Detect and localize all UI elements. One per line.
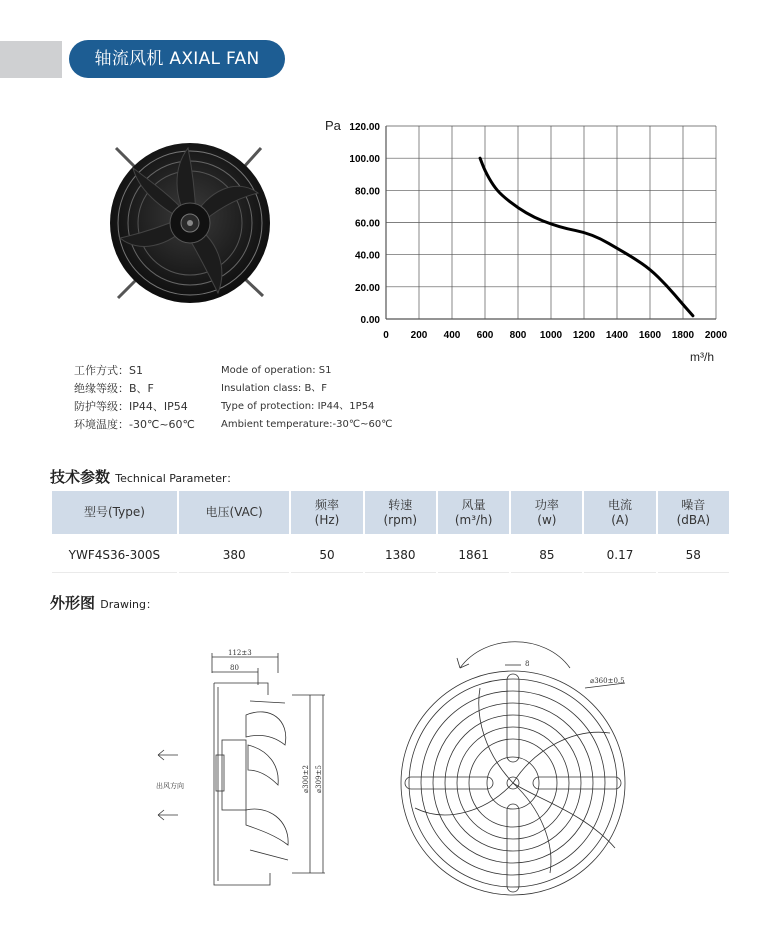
table-row <box>52 534 729 573</box>
fan-product-photo <box>98 138 283 308</box>
x-axis-label: m³/h <box>690 350 714 364</box>
table-header-cell: 电压(VAC) <box>179 491 290 534</box>
x-tick-label: 600 <box>476 330 494 341</box>
spec-cn-row: 环境温度：-30℃~60℃ <box>74 418 195 431</box>
x-tick-label: 200 <box>410 330 428 341</box>
dim-slot: 8 <box>525 660 530 668</box>
y-axis-ticks <box>349 122 380 326</box>
drawing-title: 外形图 Drawing： <box>50 594 157 612</box>
spec-en-row: Ambient temperature:-30℃~60℃ <box>221 419 393 430</box>
spec-en-row: Type of protection: IP44、1P54 <box>221 401 375 412</box>
table-cell: 1380 <box>365 534 436 573</box>
table-cell: 380 <box>179 534 290 573</box>
x-tick-label: 2000 <box>704 330 728 341</box>
x-tick-label: 0 <box>383 330 389 341</box>
side-view-drawing <box>150 645 350 905</box>
spec-cn-row: 绝缘等级：B、F <box>74 382 154 395</box>
table-header-cell: 频率 (Hz) <box>291 491 362 534</box>
table-header-cell: 转速 (rpm) <box>365 491 436 534</box>
x-tick-label: 1200 <box>572 330 596 341</box>
y-tick-label: 20.00 <box>354 282 380 294</box>
dim-depth-part: 80 <box>230 664 239 672</box>
table-cell: YWF4S36-300S <box>52 534 177 573</box>
table-cell: 85 <box>511 534 582 573</box>
spec-en-row: Mode of operation: S1 <box>221 365 332 376</box>
y-tick-label: 80.00 <box>354 186 380 198</box>
spec-cn-row: 工作方式：S1 <box>74 364 143 377</box>
table-cell: 50 <box>291 534 362 573</box>
x-tick-label: 1800 <box>671 330 695 341</box>
x-tick-label: 400 <box>443 330 461 341</box>
table-header-cell: 噪音 (dBA) <box>658 491 729 534</box>
table-header-row <box>52 491 729 534</box>
specs-en-block <box>221 362 392 434</box>
series-line <box>480 158 693 316</box>
page-title: 轴流风机 AXIAL FAN <box>69 40 285 78</box>
spec-en-row: Insulation class: B、F <box>221 383 328 394</box>
table-cell: 0.17 <box>584 534 655 573</box>
specs-cn-block <box>74 362 195 434</box>
x-tick-label: 1000 <box>539 330 563 341</box>
dim-diameter-inner: ⌀300±2 <box>302 765 310 793</box>
front-view-drawing <box>385 628 645 898</box>
y-tick-label: 120.00 <box>349 122 380 133</box>
x-tick-label: 800 <box>509 330 527 341</box>
technical-parameter-table <box>50 491 731 573</box>
y-axis-label: Pa <box>325 118 341 133</box>
airflow-direction-label: 出风方向 <box>156 782 184 790</box>
table-cell: 58 <box>658 534 729 573</box>
y-tick-label: 0.00 <box>360 315 380 326</box>
dim-mount-diameter: ⌀360±0.5 <box>590 677 625 685</box>
x-tick-label: 1400 <box>605 330 629 341</box>
x-axis-ticks <box>383 330 727 341</box>
y-tick-label: 60.00 <box>354 218 380 230</box>
table-cell: 1861 <box>438 534 509 573</box>
dim-diameter-outer: ⌀309±5 <box>315 765 323 793</box>
table-header-cell: 功率 (w) <box>511 491 582 534</box>
table-header-cell: 电流 (A) <box>584 491 655 534</box>
header-accent-block <box>0 41 62 78</box>
dim-depth-total: 112±3 <box>228 649 252 657</box>
y-tick-label: 100.00 <box>349 154 380 166</box>
performance-chart <box>318 112 738 367</box>
x-tick-label: 1600 <box>638 330 662 341</box>
technical-title: 技术参数 Technical Parameter： <box>50 468 238 486</box>
table-header-cell: 风量 (m³/h) <box>438 491 509 534</box>
spec-cn-row: 防护等级：IP44、IP54 <box>74 400 188 413</box>
y-tick-label: 40.00 <box>354 250 380 262</box>
table-header-cell: 型号(Type) <box>52 491 177 534</box>
